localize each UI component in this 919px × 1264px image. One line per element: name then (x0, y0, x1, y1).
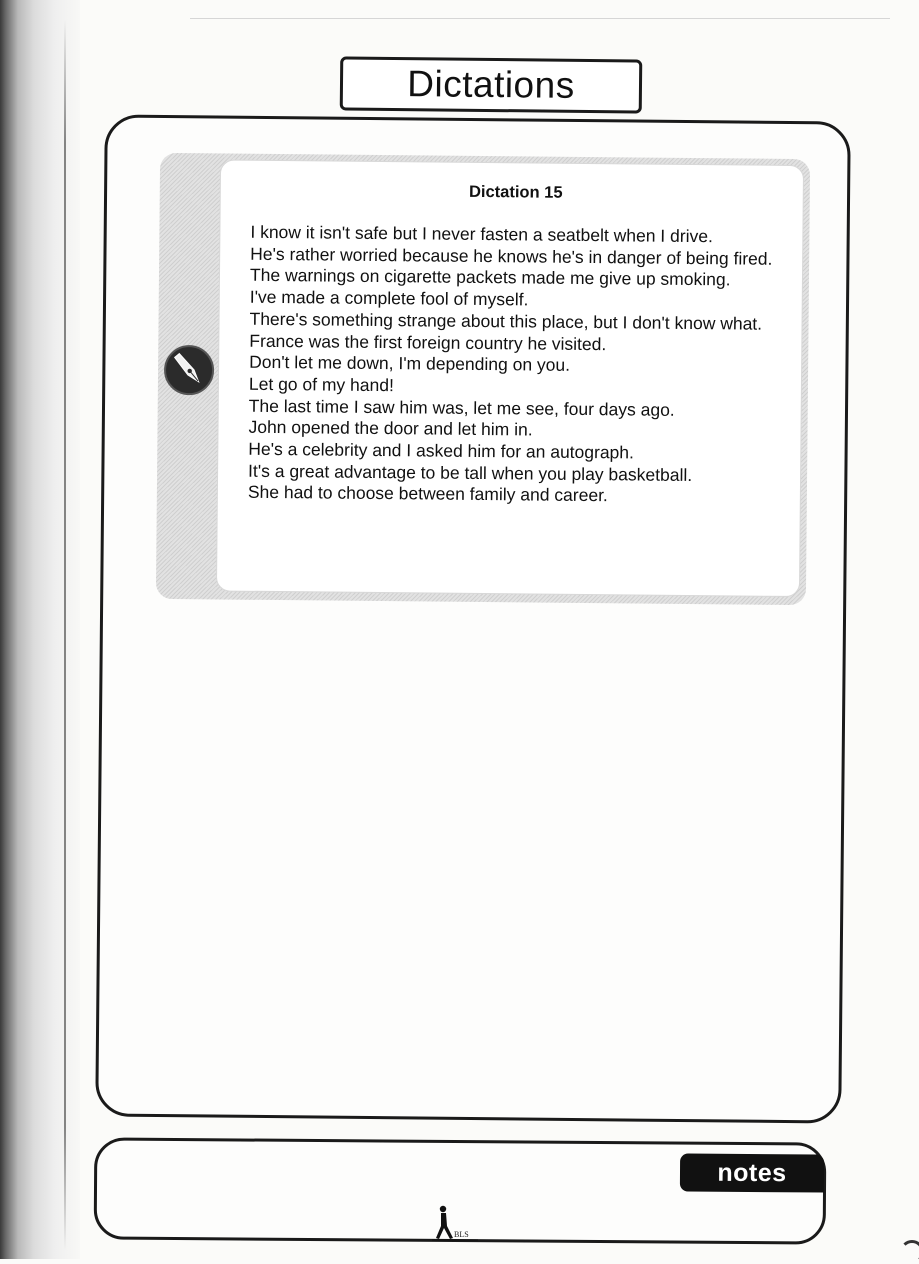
dictation-sentence: I've made a complete fool of myself. (249, 286, 529, 310)
dictation-sentence: France was the first foreign country he visited. (249, 330, 607, 354)
dictation-card-body (216, 159, 804, 597)
logo-text: BLS (454, 1230, 469, 1239)
dictation-sentence: The warnings on cigarette packets made me give up smoking. (249, 265, 731, 290)
book-spine-shadow (0, 0, 80, 1259)
notes-tab (680, 1153, 824, 1192)
pen-nib-icon (164, 345, 214, 395)
dictation-sentences (248, 222, 781, 509)
dictation-sentence: There's something strange about this place, but I don't know what. (249, 308, 763, 334)
dictation-sentence: Let go of my hand! (248, 373, 395, 396)
dictation-sentence: He's a celebrity and I asked him for an autograph. (248, 438, 635, 463)
page-gutter-line (64, 20, 66, 1250)
dictation-sentence: Don't let me down, I'm depending on you. (249, 351, 571, 376)
dictation-sentence: The last time I saw him was, let me see, four days ago. (248, 395, 675, 420)
top-rule (190, 18, 890, 19)
notes-label: notes (717, 1158, 787, 1187)
dictation-sentence: It's a great advantage to be tall when you play basketball. (248, 460, 693, 485)
dictation-sentence: He's rather worried because he knows he's in danger of being fired. (250, 243, 773, 269)
page-title-box (340, 56, 643, 113)
page-title: Dictations (407, 63, 575, 106)
dictation-card (156, 153, 810, 605)
dictation-title: Dictation 15 (468, 182, 563, 202)
dictation-sentence: She had to choose between family and career. (247, 482, 608, 506)
page-corner-mark (900, 1240, 919, 1264)
dictation-sentence: I know it isn't safe but I never fasten a seatbelt when I drive. (250, 221, 713, 247)
dictation-sentence: John opened the door and let him in. (248, 417, 533, 440)
